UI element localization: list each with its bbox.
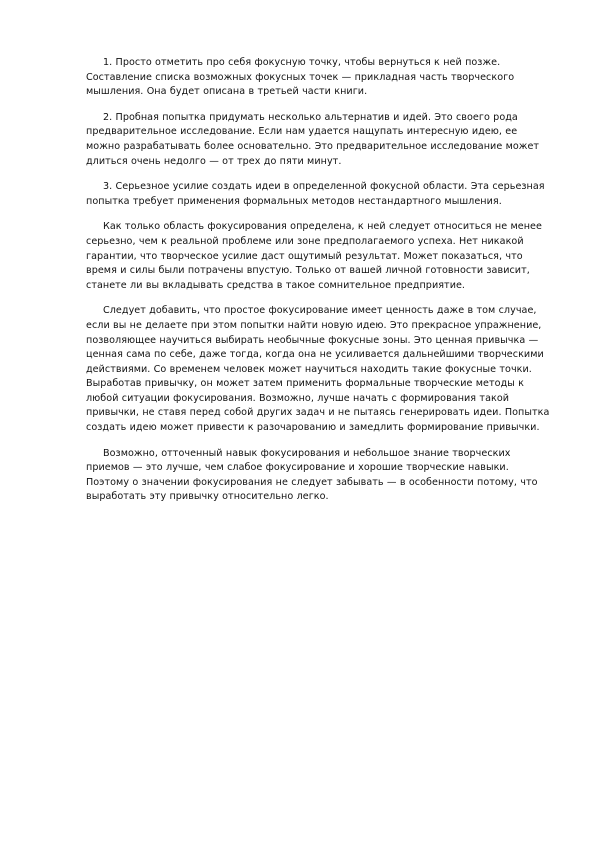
list-item-mark-for-later: 1. Просто отметить про себя фокусную точку, чтобы вернуться к ней позже. Составление списка возможных фокусных точек — прикладная часть творческого мышления. Она будет описана в третьей части книги. xyxy=(86,57,515,98)
paragraph-conclusion: Возможно, отточенный навык фокусирования и небольшое знание творческих приемов — это лучше, чем слабое фокусирование и хорошие творческие навыки. Поэтому о значении фокусирования не следует забывать — в особенности потому, что выработать эту привычку относительно легко. xyxy=(86,447,538,503)
list-item-trial-attempt: 2. Пробная попытка придумать несколько альтернатив и идей. Это своего рода предварительное исследование. Если нам удается нащупать интересную идею, ее можно разрабатывать более основательно. Это предварительное исследование может длиться очень недолго — от трех до пяти минут. xyxy=(86,111,540,167)
paragraph-focus-seriousness: Как только область фокусирования определена, к ней следует относиться не менее серьезно, чем к реальной проблеме или зоне предполагаемого успеха. Нет никакой гарантии, что творческое усилие даст ощутимый результат. Может показаться, что время и силы были потрачены впустую. Только от вашей личной готовности зависит, станете ли вы вкладывать средства в такое сомнительное предприятие. xyxy=(86,221,542,291)
paragraph-focus-habit: Следует добавить, что простое фокусирование имеет ценность даже в том случае, если вы не делаете при этом попытки найти новую идею. Это прекрасное упражнение, позволяющее научиться выбирать необычные фокусные зоны. Это ценная привычка — ценная сама по себе, даже тогда, когда она не усиливается дальнейшими творческими действиями. Со временем человек может научиться находить такие фокусные точки. Выработав привычку, он может затем применить формальные творческие методы к любой ситуации фокусирования. Возможно, лучше начать с формирования такой привычки, не ставя перед собой других задач и не пытаясь генерировать идеи. Попытка создать идею может привести к разочарованию и замедлить формирование привычки. xyxy=(86,305,550,434)
list-item-serious-effort: 3. Серьезное усилие создать идеи в определенной фокусной области. Эта серьезная попытка требует применения формальных методов нестандартного мышления. xyxy=(86,181,545,207)
document-page xyxy=(86,56,552,516)
